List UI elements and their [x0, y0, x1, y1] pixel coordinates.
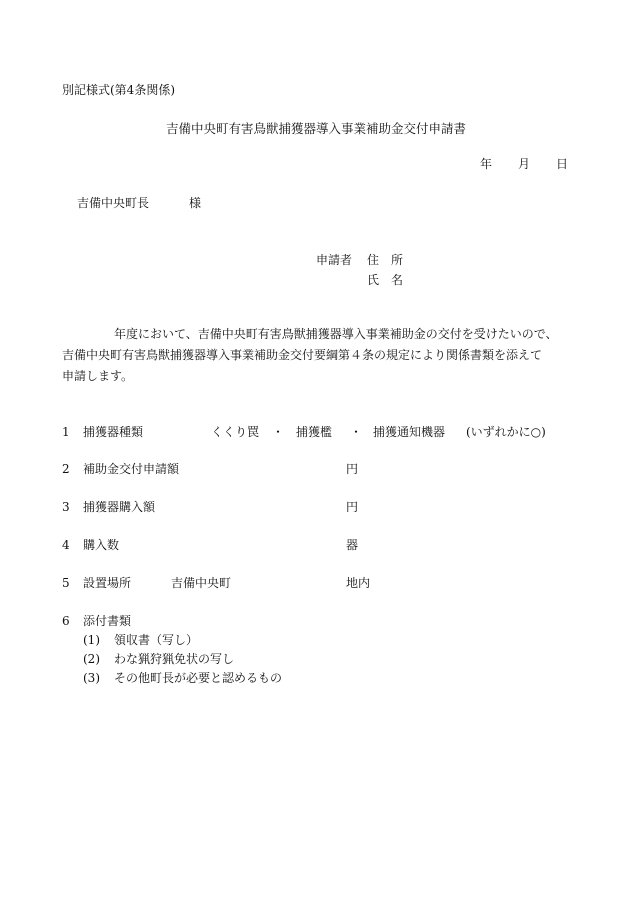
date-year: 年: [480, 157, 493, 171]
form-label: 別記様式(第4条関係): [62, 83, 175, 97]
option-hokaku-ori[interactable]: 捕獲檻: [296, 425, 333, 439]
attachment-number: (3): [83, 671, 100, 685]
item-number: 1: [62, 425, 70, 439]
applicant-address-label: 住 所: [367, 253, 404, 267]
addressee-name: 吉備中央町長: [77, 196, 150, 210]
item-label: 捕獲器種類: [83, 425, 144, 439]
attachment-text: 領収書（写し）: [114, 633, 199, 647]
item-number: 4: [62, 538, 70, 552]
applicant-label: 申請者: [316, 253, 353, 267]
item-label: 設置場所: [83, 576, 132, 590]
document-title: 吉備中央町有害鳥獣捕獲器導入事業補助金交付申請書: [166, 121, 467, 136]
item-number: 5: [62, 576, 70, 590]
option-separator: ・: [350, 425, 363, 439]
date-day: 日: [556, 157, 569, 171]
item-number: 2: [62, 462, 70, 476]
item-label: 購入数: [83, 538, 120, 552]
item-unit: 地内: [346, 576, 371, 590]
addressee-honorific: 様: [189, 196, 202, 210]
item-number: 3: [62, 500, 70, 514]
option-kukuri-wana[interactable]: くくり罠: [211, 425, 260, 439]
item-place: 吉備中央町: [171, 576, 232, 590]
item-unit: 円: [346, 500, 359, 514]
attachment-text: わな猟狩猟免状の写し: [114, 652, 235, 666]
item-label: 補助金交付申請額: [83, 462, 180, 476]
item-number: 6: [62, 614, 70, 628]
attachment-text: その他町長が必要と認めるもの: [114, 671, 283, 685]
body-line-3: 申請します。: [62, 369, 134, 383]
option-hokaku-tsuchi-kiki[interactable]: 捕獲通知機器: [373, 425, 446, 439]
item-label: 捕獲器購入額: [83, 500, 156, 514]
attachment-number: (1): [83, 633, 100, 647]
attachment-number: (2): [83, 652, 100, 666]
body-line-2: 吉備中央町有害鳥獣捕獲器導入事業補助金交付要綱第４条の規定により関係書類を添えて: [62, 348, 543, 362]
applicant-name-label: 氏 名: [367, 273, 404, 287]
option-note: (いずれかに○): [466, 425, 546, 439]
item-unit: 円: [346, 462, 359, 476]
item-unit: 器: [346, 538, 359, 552]
option-separator: ・: [272, 425, 285, 439]
date-month: 月: [518, 157, 531, 171]
body-line-1: 年度において、吉備中央町有害鳥獣捕獲器導入事業補助金の交付を受けたいので、: [114, 327, 558, 341]
item-label: 添付書類: [83, 614, 132, 628]
